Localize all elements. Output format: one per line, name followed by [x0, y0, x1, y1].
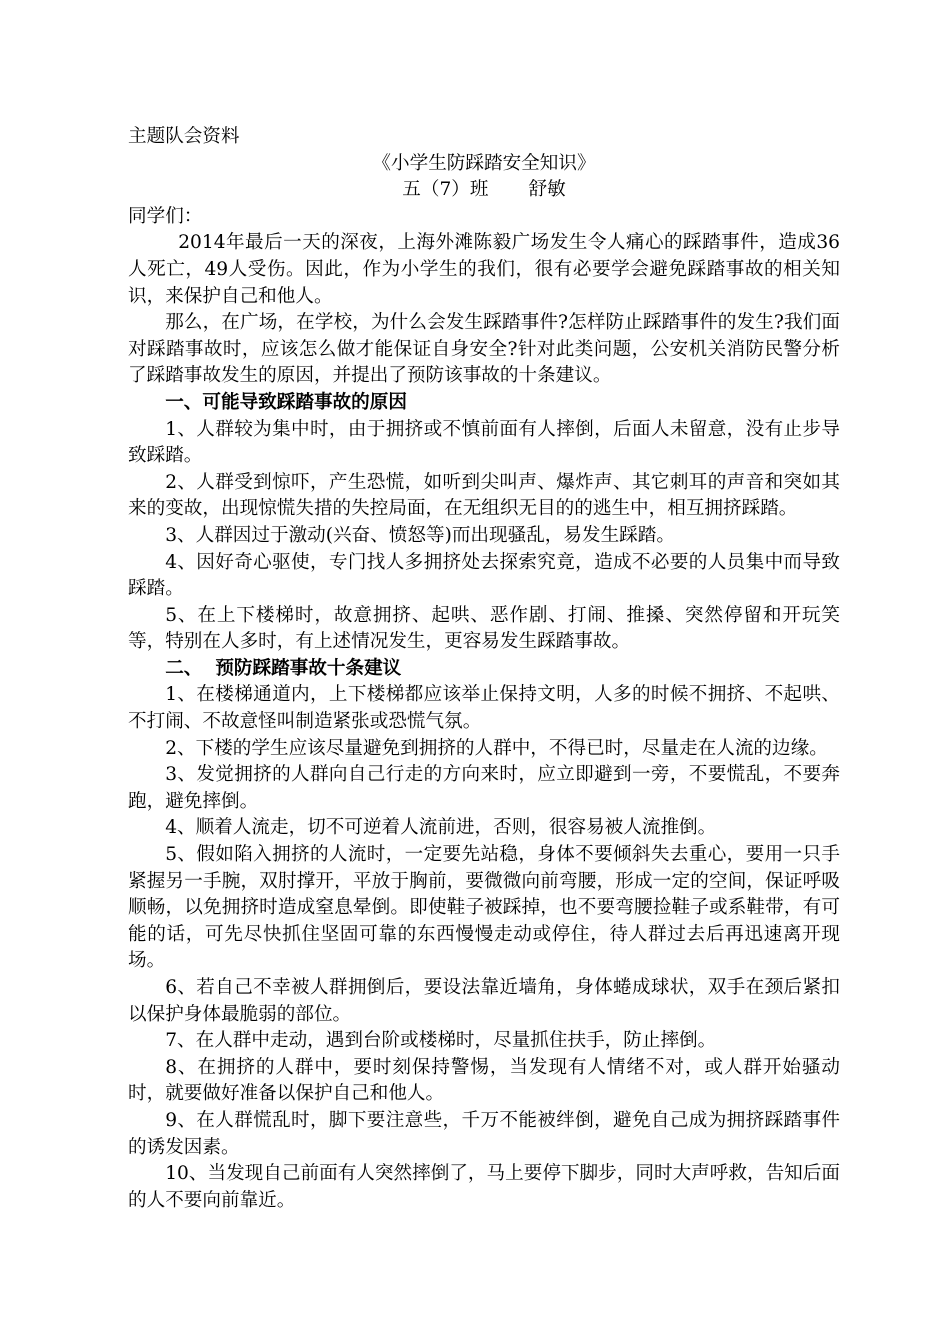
list-item: 2、人群受到惊吓，产生恐慌，如听到尖叫声、爆炸声、其它刺耳的声音和突如其来的变故，出现惊慌失措的失控局面，在无组织无目的的逃生中，相互拥挤踩踏。 [128, 471, 840, 520]
list-item: 1、在楼梯通道内，上下楼梯都应该举止保持文明，人多的时候不拥挤、不起哄、不打闹、不故意怪叫制造紧张或恐慌气氛。 [128, 684, 840, 733]
list-item: 4、因好奇心驱使，专门找人多拥挤处去探索究竟，造成不必要的人员集中而导致踩踏。 [128, 551, 840, 600]
author-name: 舒敏 [528, 179, 566, 201]
intro-paragraph: 2014年最后一天的深夜，上海外滩陈毅广场发生令人痛心的踩踏事件，造成36人死亡，49人受伤。因此，作为小学生的我们，很有必要学会避免踩踏事故的相关知识，来保护自己和他人。 [128, 232, 840, 307]
list-item: 10、当发现自己前面有人突然摔倒了，马上要停下脚步，同时大声呼救，告知后面的人不要向前靠近。 [128, 1163, 840, 1211]
list-item: 2、下楼的学生应该尽量避免到拥挤的人群中，不得已时，尽量走在人流的边缘。 [165, 737, 828, 759]
list-item: 5、在上下楼梯时，故意拥挤、起哄、恶作剧、打闹、推搡、突然停留和开玩笑等，特别在人多时，有上述情况发生，更容易发生踩踏事故。 [128, 604, 840, 653]
doc-title: 《小学生防踩踏安全知识》 [372, 152, 596, 174]
list-item: 6、若自己不幸被人群拥倒后，要设法靠近墙角，身体蜷成球状，双手在颈后紧扣以保护身体最脆弱的部位。 [128, 977, 840, 1025]
document-page [128, 124, 840, 1214]
list-item: 3、发觉拥挤的人群向自己行走的方向来时，应立即避到一旁，不要慌乱，不要奔跑，避免摔倒。 [128, 764, 840, 812]
list-item: 8、在拥挤的人群中，要时刻保持警惕，当发现有人情绪不对，或人群开始骚动时，就要做好准备以保护自己和他人。 [128, 1056, 840, 1105]
list-item: 9、在人群慌乱时，脚下要注意些，千万不能被绊倒，避免自己成为拥挤踩踏事件的诱发因素。 [128, 1109, 840, 1158]
list-item: 1、人群较为集中时，由于拥挤或不慎前面有人摔倒，后面人未留意，没有止步导致踩踏。 [128, 418, 840, 467]
list-item: 3、人群因过于激动(兴奋、愤怒等)而出现骚乱，易发生踩踏。 [165, 524, 675, 546]
intro-paragraph: 那么，在广场，在学校，为什么会发生踩踏事件?怎样防止踩踏事件的发生?我们面对踩踏事故时，应该怎么做才能保证自身安全?针对此类问题，公安机关消防民警分析了踩踏事故发生的原因，并提出了预防该事故的十条建议。 [128, 312, 840, 387]
list-item: 5、假如陷入拥挤的人流时，一定要先站稳，身体不要倾斜失去重心，要用一只手紧握另一手腕，双肘撑开，平放于胸前，要微微向前弯腰，形成一定的空间，保证呼吸顺畅，以免拥挤时造成窒息晕倒。即使鞋子被踩掉，也不要弯腰捡鞋子或系鞋带，有可能的话，可先尽快抓住坚固可靠的东西慢慢走动或停住，待人群过去后再迅速离开现场。 [128, 844, 840, 972]
greeting: 同学们： [128, 205, 203, 227]
doc-header: 主题队会资料 [128, 126, 240, 147]
list-item: 4、顺着人流走，切不可逆着人流前进，否则，很容易被人流推倒。 [165, 817, 717, 839]
section-heading-causes: 一、可能导致踩踏事故的原因 [165, 391, 407, 413]
doc-byline [128, 177, 840, 204]
section-heading-prevention: 二、 预防踩踏事故十条建议 [165, 657, 402, 679]
class-name: 五（7）班 [402, 179, 489, 201]
list-item: 7、在人群中走动，遇到台阶或楼梯时，尽量抓住扶手，防止摔倒。 [165, 1030, 717, 1052]
